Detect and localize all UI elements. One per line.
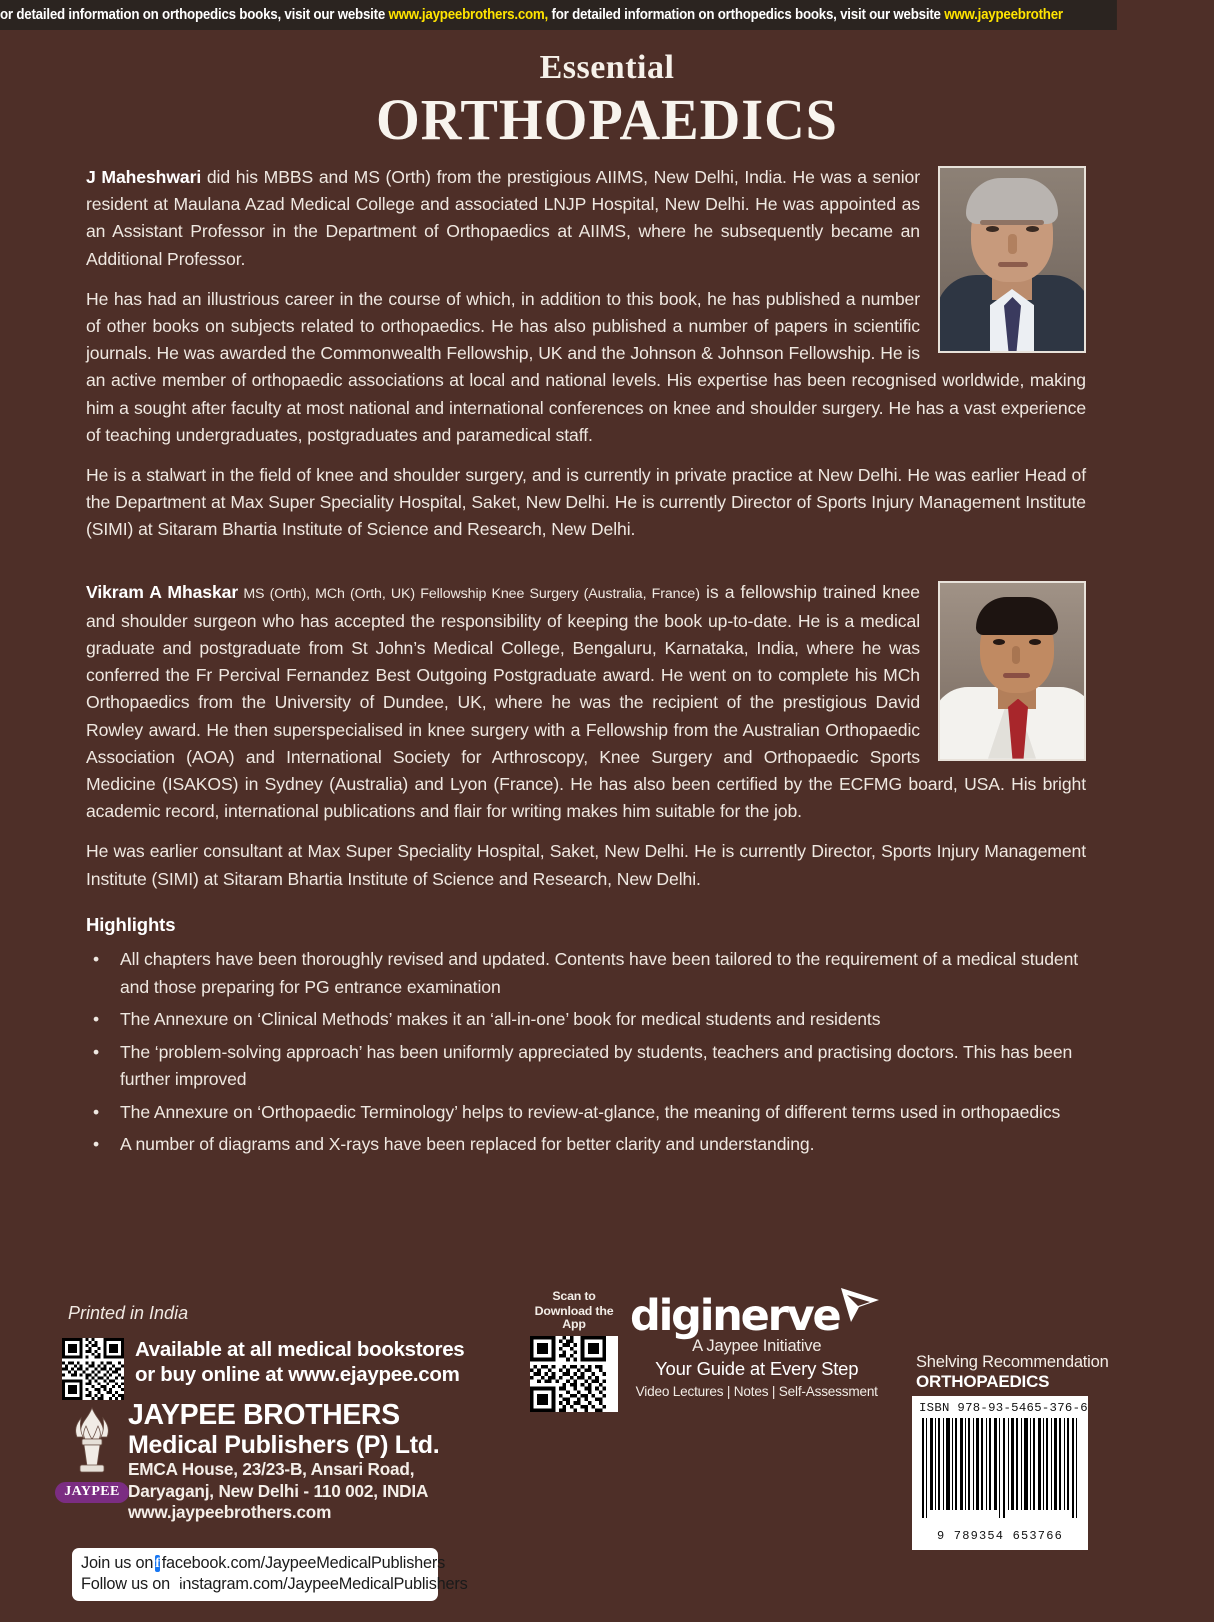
availability-line-1: Available at all medical bookstores: [135, 1338, 465, 1361]
author-photo-vikram-a-mhaskar: [938, 581, 1086, 761]
promo-strip: [0, 0, 1117, 30]
facebook-row[interactable]: [81, 1553, 446, 1574]
bullet-icon: •: [93, 1009, 100, 1030]
instagram-url[interactable]: instagram.com/JaypeeMedicalPublishers: [179, 1575, 468, 1593]
diginerve-qr-code-icon[interactable]: [530, 1336, 618, 1412]
availability-block: [62, 1338, 464, 1400]
bullet-icon: •: [93, 1134, 100, 1155]
title-subtitle: Essential: [539, 49, 675, 86]
diginerve-block: [530, 1290, 883, 1412]
diginerve-tagline-3: Video Lectures | Notes | Self-Assessment: [635, 1384, 878, 1399]
facebook-icon[interactable]: f: [155, 1556, 160, 1571]
author1-para1-text: did his MBBS and MS (Orth) from the prestigious AIIMS, New Delhi, India. He was a senior resident at Maulana Azad Medical College and associated LNJP Hospital, New Delhi. He was appointed as an Assistant Professor in the Department of Orthopaedics at AIIMS, where he subsequently became an Additional Professor.: [86, 167, 920, 269]
back-cover-body: [86, 164, 1086, 1164]
title-main: ORTHOPAEDICS: [376, 86, 838, 152]
highlights-list: [86, 946, 1086, 1159]
barcode-digits: 9 789354 653766: [936, 1529, 1064, 1543]
highlight-text: All chapters have been thoroughly revised and updated. Contents have been tailored to the requirement of a medical student and those preparing for PG entrance examination: [120, 949, 1079, 997]
diginerve-logo-column: [630, 1290, 883, 1399]
author2-name: Vikram A Mhaskar: [86, 581, 239, 602]
author1-paragraph-1: [86, 164, 1086, 273]
highlight-text: A number of diagrams and X-rays have been replaced for better clarity and understanding.: [120, 1134, 815, 1155]
shelving-value: ORTHOPAEDICS: [916, 1372, 1050, 1391]
facebook-prefix: Join us on: [81, 1554, 154, 1572]
publisher-address-line-1: EMCA House, 23/23-B, Ansari Road,: [128, 1459, 415, 1479]
highlight-text: The Annexure on ‘Orthopaedic Terminology’ helps to review-at-glance, the meaning of different terms used in orthopaedics: [120, 1101, 1061, 1122]
highlights-heading: Highlights: [86, 913, 176, 935]
bullet-icon: •: [93, 1101, 100, 1122]
diginerve-wordmark: diginerve: [630, 1291, 840, 1341]
instagram-row[interactable]: [81, 1574, 468, 1595]
author1-paragraph-3: He is a stalwart in the field of knee and shoulder surgery, and is currently in private practice at New Delhi. He was earlier Head of the Department at Max Super Speciality Hospital, Saket, New Delhi. He is currently Director of Sports Injury Management Institute (SIMI) at Sitaram Bhartia Institute of Science and Research, New Delhi.: [86, 465, 1086, 540]
publisher-block: [62, 1400, 439, 1524]
ejaypee-qr-code-icon[interactable]: [62, 1338, 124, 1400]
publisher-name: JAYPEE BROTHERS: [128, 1399, 400, 1431]
author2-paragraph-2: He was earlier consultant at Max Super Speciality Hospital, Saket, New Delhi. He is currently Director, Sports Injury Management Institute (SIMI) at Sitaram Bhartia Institute of Science and Research, New Delhi.: [86, 841, 1086, 889]
author2-credentials: MS (Orth), MCh (Orth, UK) Fellowship Knee Surgery (Australia, France): [238, 585, 700, 602]
author-photo-j-maheshwari: [938, 166, 1086, 353]
publisher-text: [128, 1400, 439, 1524]
list-item: [86, 1039, 1086, 1094]
scan-line-2: Download the App: [534, 1303, 614, 1331]
jaypee-logo: [62, 1400, 122, 1503]
author2-para1-text: is a fellowship trained knee and shoulder surgeon who has accepted the responsibility of keeping the book up-to-date. He is a medical graduate and postgraduate from St John’s Medical College, Bengaluru, Karnataka, India, where he was conferred the Fr Percival Fernandez Best Outgoing Postgraduate award. He went on to complete his MCh Orthopaedics from the University of Dundee, UK, where he was the recipient of the prestigious David Rowley award. He then superspecialised in knee surgery with a Fellowship from the Australian Orthopaedic Association (AOA) and International Society for Arthroscopy, Knee Surgery and Orthopaedic Sports Medicine (ISAKOS) in Sydney (Australia) and Lyon (France). He has also been certified by the ECFMG board, USA. His bright academic record, international publications and flair for writing makes him suitable for the job.: [86, 581, 1086, 822]
promo-text-2: for detailed information on orthopedics books, visit our website: [548, 7, 945, 23]
availability-line-2: or buy online at www.ejaypee.com: [135, 1362, 460, 1386]
highlight-text: The Annexure on ‘Clinical Methods’ makes it an ‘all-in-one’ book for medical students and residents: [120, 1009, 881, 1030]
printed-in-india: Printed in India: [68, 1303, 189, 1323]
author1-name: J Maheshwari: [86, 167, 202, 187]
publisher-website[interactable]: www.jaypeebrothers.com: [128, 1502, 332, 1522]
shelving-label: Shelving Recommendation: [916, 1353, 1109, 1371]
barcode-icon: [919, 1509, 1081, 1526]
list-item: [86, 1006, 1086, 1034]
torch-flame-icon: [66, 1406, 118, 1480]
promo-link-1[interactable]: www.jaypeebrothers.com,: [388, 7, 549, 23]
highlight-text: The ‘problem-solving approach’ has been uniformly appreciated by students, teachers and practising doctors. This has been further improved: [120, 1041, 1073, 1090]
isbn-barcode-box: [912, 1396, 1088, 1550]
publisher-subtitle: Medical Publishers (P) Ltd.: [128, 1431, 440, 1459]
bullet-icon: •: [93, 949, 100, 970]
list-item: [86, 1131, 1086, 1159]
author1-paragraph-2: He has had an illustrious career in the course of which, in addition to this book, he has published a number of other books on subjects related to orthopaedics. He has also published a number of papers in scientific journals. He was awarded the Commonwealth Fellowship, UK and the Johnson & Johnson Fellowship. He is an active member of orthopaedic associations at local and national levels. His expertise has been recognised worldwide, making him a sought after faculty at most national and international conferences on knee and shoulder surgery. He has a vast experience of teaching undergraduates, postgraduates and paramedical staff.: [86, 288, 1086, 445]
bullet-icon: •: [93, 1041, 100, 1062]
instagram-prefix: Follow us on: [81, 1575, 170, 1593]
book-title-block: [0, 50, 1214, 154]
diginerve-tagline-1: A Jaypee Initiative: [692, 1337, 822, 1355]
promo-link-2[interactable]: www.jaypeebrother: [944, 7, 1063, 23]
list-item: [86, 946, 1086, 1001]
publisher-address-line-2: Daryaganj, New Delhi - 110 002, INDIA: [128, 1480, 429, 1501]
list-item: [86, 1099, 1086, 1127]
scan-line-1: Scan to: [552, 1289, 596, 1303]
jaypee-badge: JAYPEE: [55, 1482, 129, 1503]
social-links-box: [72, 1548, 468, 1601]
play-arrow-icon: [837, 1285, 883, 1330]
shelving-recommendation: [916, 1352, 1109, 1392]
diginerve-tagline-2: Your Guide at Every Step: [655, 1358, 859, 1379]
promo-text-1: or detailed information on orthopedics books, visit our website: [0, 7, 389, 23]
author2-paragraph-1: [86, 579, 1086, 826]
availability-text: [135, 1338, 464, 1387]
facebook-url[interactable]: facebook.com/JaypeeMedicalPublishers: [161, 1554, 446, 1572]
isbn-number: ISBN 978-93-5465-376-6: [919, 1401, 1088, 1415]
scan-app-column: [530, 1290, 618, 1412]
